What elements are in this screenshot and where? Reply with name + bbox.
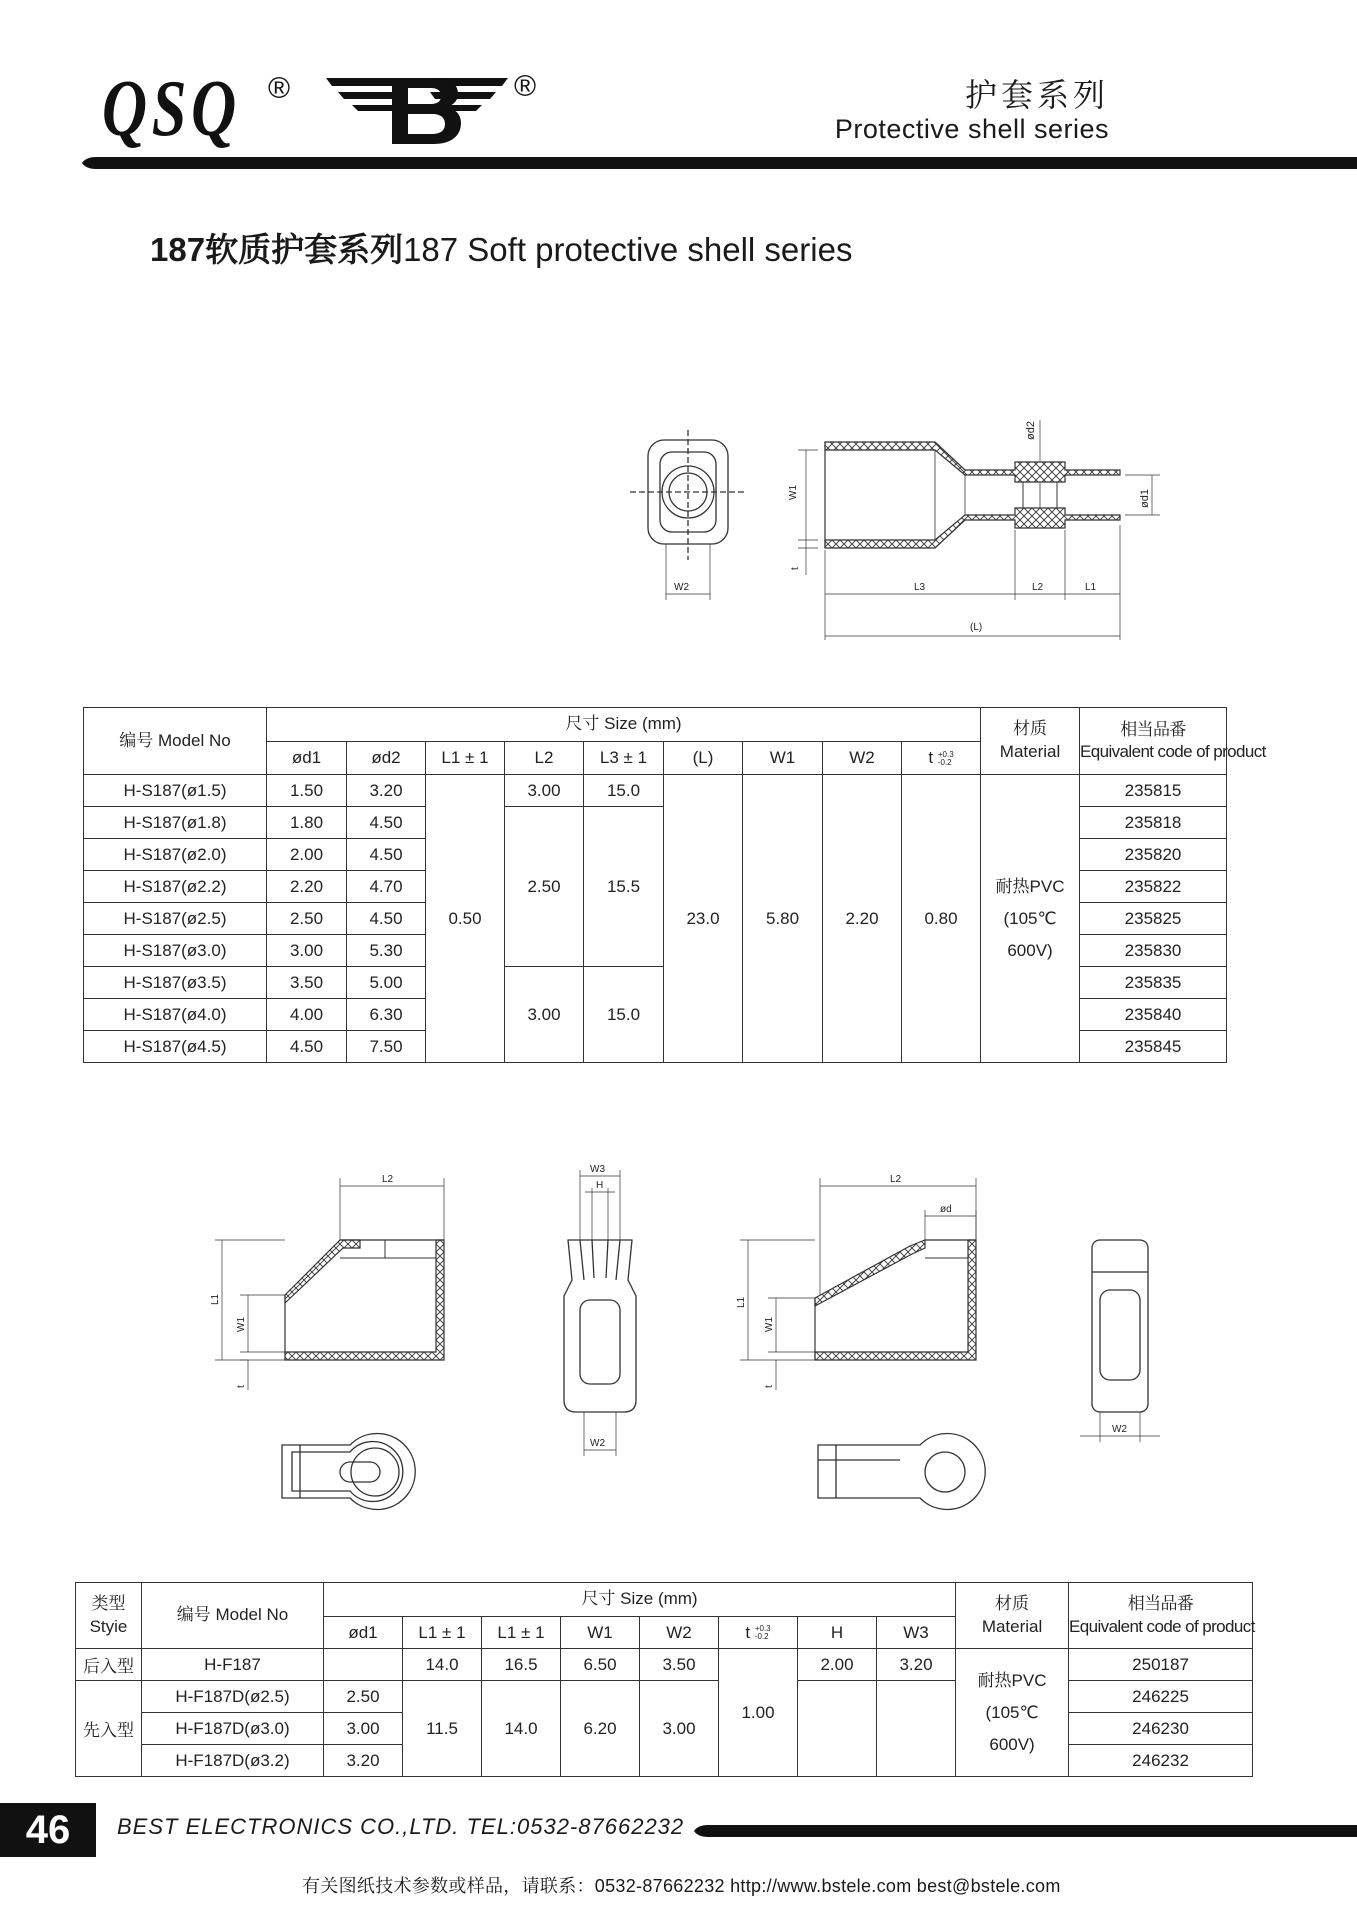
- cell-l1b: 16.5: [482, 1649, 561, 1681]
- header-equiv: [1080, 708, 1266, 775]
- col2-l1a: L1 ± 1: [403, 1617, 482, 1649]
- rear-entry-top-view: [282, 1434, 415, 1510]
- brand-logo: QSQ: [102, 65, 241, 153]
- col-od1: ød1: [267, 742, 347, 775]
- cell-model: H-S187(ø1.8): [84, 807, 267, 839]
- header-model-2: 编号 Model No: [142, 1583, 324, 1649]
- label-l2: L2: [1032, 582, 1044, 593]
- cell-od1: 3.50: [267, 967, 347, 999]
- cell-code: 235835: [1080, 967, 1227, 999]
- material-line-3: 600V): [1007, 940, 1053, 960]
- cell-code: 250187: [1069, 1649, 1253, 1681]
- footer-rule: [690, 1822, 1357, 1840]
- col2-t-label: t: [745, 1622, 751, 1642]
- t-tol-upper-2: +0.3: [754, 1624, 771, 1634]
- table-f187: [75, 1582, 1253, 1777]
- cell-l3-g3: 15.0: [584, 967, 664, 1063]
- cell-model: H-F187: [142, 1649, 324, 1681]
- cell-od1: 3.20: [324, 1745, 403, 1777]
- col-l3: L3 ± 1: [584, 742, 664, 775]
- cell-od2: 7.50: [347, 1031, 426, 1063]
- cell-type-front: 先入型: [76, 1681, 142, 1777]
- cell-od1: 2.20: [267, 871, 347, 903]
- front-entry-side-view: [815, 1240, 976, 1360]
- t-tolerance-2: [755, 1625, 771, 1641]
- header-type-en: Styie: [89, 1616, 128, 1636]
- label-w2-end-right: W2: [1112, 1424, 1127, 1435]
- header-equiv-cn: 相当品番: [1120, 719, 1186, 739]
- cell-od2: 3.20: [347, 775, 426, 807]
- front-entry-top-view: [818, 1434, 985, 1510]
- cell-model: H-S187(ø3.0): [84, 935, 267, 967]
- cell-w2-merged: 2.20: [823, 775, 902, 1063]
- header-size: 尺寸 Size (mm): [267, 708, 981, 742]
- material-line-1: 耐热PVC: [995, 876, 1065, 896]
- header-title-en: Protective shell series: [834, 114, 1109, 144]
- cell-code: 246232: [1069, 1745, 1253, 1777]
- cell-od2: 4.50: [347, 903, 426, 935]
- t-tol-upper: +0.3: [937, 749, 954, 759]
- cell-w2: 3.50: [640, 1649, 719, 1681]
- col2-h: H: [798, 1617, 877, 1649]
- col-l: (L): [664, 742, 743, 775]
- end-view-right: [1092, 1240, 1148, 1412]
- table-s187: [83, 707, 1266, 1063]
- cell-type-rear: 后入型: [76, 1649, 142, 1681]
- header-equiv-cn-2: 相当品番: [1127, 1594, 1194, 1614]
- label-l: (L): [970, 622, 983, 633]
- cell-od2: 4.50: [347, 839, 426, 871]
- cell-od1: 4.00: [267, 999, 347, 1031]
- footer-contact: 有关图纸技术参数或样品，请联系：0532-87662232 http://www.bstele.com best@bstele.com: [302, 1876, 1061, 1896]
- header-title-cn: 护套系列: [964, 76, 1109, 114]
- header-equiv-2: [1069, 1583, 1253, 1649]
- diagram-s187: [620, 400, 1180, 650]
- winged-bs-logo-icon: [322, 70, 512, 152]
- cell-model: H-S187(ø2.2): [84, 871, 267, 903]
- cell-l1a: 14.0: [403, 1649, 482, 1681]
- cell-code: 235822: [1080, 871, 1227, 903]
- cell-model: H-F187D(ø3.0): [142, 1713, 324, 1745]
- cell-h: 2.00: [798, 1649, 877, 1681]
- label-l1: L1: [1085, 582, 1097, 593]
- header-material-2: [956, 1583, 1069, 1649]
- label-l3: L3: [914, 582, 926, 593]
- cell-od1: 3.00: [267, 935, 347, 967]
- label-l1-right: L1: [736, 1296, 747, 1308]
- cell-od1: 1.50: [267, 775, 347, 807]
- cell-w1: 6.50: [561, 1649, 640, 1681]
- front-view: [564, 1240, 636, 1412]
- section-title-cn: 软质护套系列: [205, 231, 404, 268]
- cell-w1-merged: 5.80: [743, 775, 823, 1063]
- label-t-left: t: [236, 1385, 247, 1388]
- cell-od2: 4.70: [347, 871, 426, 903]
- cell-model: H-S187(ø4.5): [84, 1031, 267, 1063]
- cell-l1-merged: 0.50: [426, 775, 505, 1063]
- cell-od2: 5.00: [347, 967, 426, 999]
- label-w2-end: W2: [674, 582, 689, 593]
- cell-l1a-merged: 11.5: [403, 1681, 482, 1777]
- header-material-en: Material: [999, 742, 1061, 761]
- header-type-cn: 类型: [91, 1593, 126, 1613]
- col-t: [902, 742, 981, 775]
- cell-code: 235830: [1080, 935, 1227, 967]
- col2-w1: W1: [561, 1617, 640, 1649]
- col-w2: W2: [823, 742, 902, 775]
- cell-w2-merged-2: 3.00: [640, 1681, 719, 1777]
- cell-od1: 4.50: [267, 1031, 347, 1063]
- cell-l2-g2: 2.50: [505, 807, 584, 967]
- cell-material-merged-2: [956, 1649, 1069, 1777]
- col2-t: [719, 1617, 798, 1649]
- cell-t-merged: 0.80: [902, 775, 981, 1063]
- section-title-en: 187 Soft protective shell series: [403, 231, 853, 268]
- col-l2: L2: [505, 742, 584, 775]
- col-l1: L1 ± 1: [426, 742, 505, 775]
- cell-model: H-S187(ø1.5): [84, 775, 267, 807]
- cell-od1: 2.50: [267, 903, 347, 935]
- header-material-cn-2: 材质: [995, 1593, 1030, 1613]
- cell-code: 235815: [1080, 775, 1227, 807]
- cell-od1: 3.00: [324, 1713, 403, 1745]
- rear-entry-side-view: [285, 1240, 444, 1360]
- cell-l1b-merged: 14.0: [482, 1681, 561, 1777]
- cell-od1: 2.50: [324, 1681, 403, 1713]
- header-rule: [0, 150, 1357, 178]
- label-od1: ød1: [1139, 489, 1151, 508]
- t-tol-lower-2: -0.2: [754, 1632, 769, 1642]
- header-equiv-en: Equivalent code of product: [1080, 742, 1266, 761]
- label-t-right: t: [764, 1385, 775, 1388]
- label-w1-right: W1: [764, 1317, 775, 1332]
- cell-material-merged: [981, 775, 1080, 1063]
- cell-h-empty: [798, 1681, 877, 1777]
- cell-w3-empty: [877, 1681, 956, 1777]
- cell-w1-merged-2: 6.20: [561, 1681, 640, 1777]
- table-row: [84, 775, 1227, 807]
- section-title-number: 187: [150, 231, 206, 268]
- cell-model: H-S187(ø2.5): [84, 903, 267, 935]
- cell-od1: 2.00: [267, 839, 347, 871]
- cell-l2-g1: 3.00: [505, 775, 584, 807]
- footer-company: BEST ELECTRONICS CO.,LTD. TEL:0532-87662232: [117, 1814, 685, 1839]
- col-w1: W1: [743, 742, 823, 775]
- diagram-f187: [200, 1160, 1180, 1520]
- material-line-2: (105℃: [1003, 908, 1057, 928]
- table-row: [76, 1649, 1253, 1681]
- label-w1-left: W1: [236, 1317, 247, 1332]
- col-t-label: t: [928, 748, 934, 767]
- cell-code: 235825: [1080, 903, 1227, 935]
- cell-model: H-F187D(ø2.5): [142, 1681, 324, 1713]
- cell-od2: 5.30: [347, 935, 426, 967]
- cell-model: H-F187D(ø3.2): [142, 1745, 324, 1777]
- cell-model: H-S187(ø4.0): [84, 999, 267, 1031]
- material2-line-1: 耐热PVC: [977, 1670, 1047, 1690]
- header-size-2: 尺寸 Size (mm): [324, 1583, 956, 1617]
- t-tol-lower: -0.2: [937, 757, 952, 767]
- cell-l2-g3: 3.00: [505, 967, 584, 1063]
- cell-od1: [324, 1649, 403, 1681]
- cell-model: H-S187(ø2.0): [84, 839, 267, 871]
- label-h: H: [596, 1180, 604, 1191]
- col2-w3: W3: [877, 1617, 956, 1649]
- cell-l-merged: 23.0: [664, 775, 743, 1063]
- header-material: [981, 708, 1080, 775]
- cell-code: 235840: [1080, 999, 1227, 1031]
- label-l1-left: L1: [210, 1293, 221, 1305]
- label-l2-right: L2: [890, 1174, 902, 1185]
- label-od2: ød2: [1025, 421, 1037, 440]
- cell-code: 246230: [1069, 1713, 1253, 1745]
- side-view-drawing: [825, 442, 1120, 548]
- dimension-lines: [798, 420, 1160, 640]
- cell-od1: 1.80: [267, 807, 347, 839]
- cell-t-merged-2: 1.00: [719, 1649, 798, 1777]
- end-view-drawing: [630, 430, 746, 600]
- col2-w2: W2: [640, 1617, 719, 1649]
- header-equiv-en-2: Equivalent code of product: [1069, 1616, 1255, 1636]
- label-od: ød: [940, 1204, 952, 1215]
- label-l2-left: L2: [382, 1174, 394, 1185]
- material2-line-2: (105℃: [985, 1702, 1039, 1722]
- label-w1: W1: [788, 485, 799, 500]
- cell-code: 235820: [1080, 839, 1227, 871]
- cell-l3-g1: 15.0: [584, 775, 664, 807]
- header-model: 编号 Model No: [84, 708, 267, 775]
- t-tolerance: [938, 751, 954, 767]
- section-title: [150, 224, 852, 271]
- material2-line-3: 600V): [989, 1734, 1035, 1754]
- header-material-en-2: Material: [981, 1616, 1043, 1636]
- col2-od1: ød1: [324, 1617, 403, 1649]
- table-row: [76, 1681, 1253, 1713]
- label-t: t: [790, 567, 801, 570]
- header-material-cn: 材质: [1013, 719, 1048, 739]
- cell-model: H-S187(ø3.5): [84, 967, 267, 999]
- page-number: 46: [0, 1803, 96, 1857]
- label-w3: W3: [590, 1164, 605, 1175]
- col2-l1b: L1 ± 1: [482, 1617, 561, 1649]
- cell-code: 235845: [1080, 1031, 1227, 1063]
- header-type: [76, 1583, 142, 1649]
- cell-od2: 4.50: [347, 807, 426, 839]
- registered-mark: ®: [268, 72, 291, 105]
- cell-code: 246225: [1069, 1681, 1253, 1713]
- cell-od2: 6.30: [347, 999, 426, 1031]
- cell-l3-g2: 15.5: [584, 807, 664, 967]
- col-od2: ød2: [347, 742, 426, 775]
- cell-w3: 3.20: [877, 1649, 956, 1681]
- cell-code: 235818: [1080, 807, 1227, 839]
- registered-mark-2: ®: [514, 70, 537, 103]
- label-w2-front: W2: [590, 1438, 605, 1449]
